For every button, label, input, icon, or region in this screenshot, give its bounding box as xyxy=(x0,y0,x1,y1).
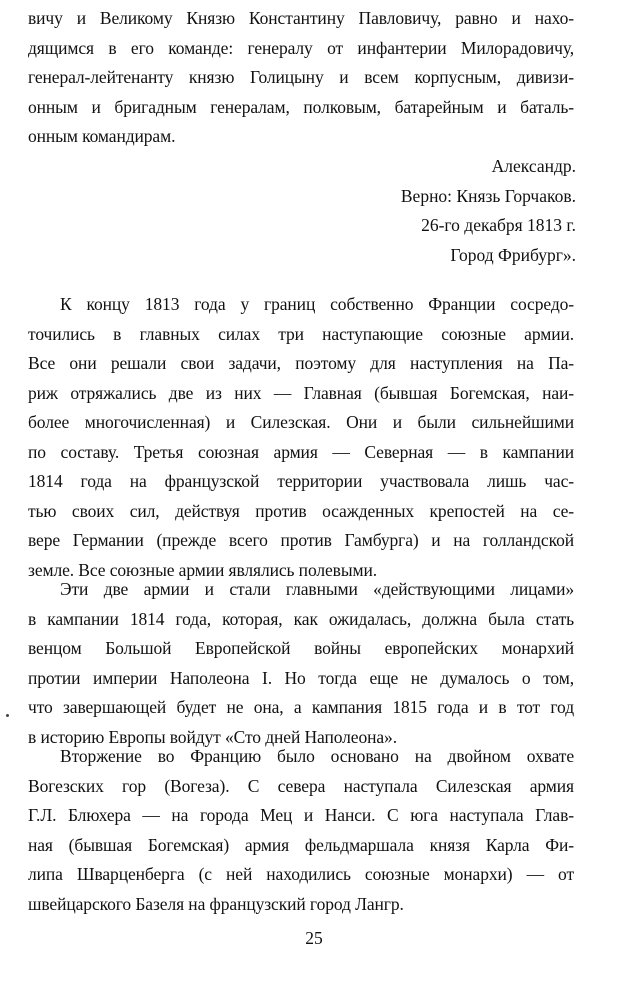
text-line: Г.Л. Блюхера — на города Мец и Нанси. С юга наступала Глав- xyxy=(28,805,574,825)
letter-ending xyxy=(28,4,574,152)
text-line: по составу. Третья союзная армия — Северная — в кампании xyxy=(28,441,574,462)
text-line: тью своих сил, действуя против осажденных крепостей на се- xyxy=(28,500,574,521)
text-line: точились в главных силах три наступающие союзные армии. xyxy=(28,323,574,344)
text-line: швейцарского Базеля на французский город Лангр. xyxy=(28,893,404,914)
text-line: в кампании 1814 года, которая, как ожидалась, должна была стать xyxy=(28,608,574,629)
text-line: Все они решали свои задачи, поэтому для наступления на Па- xyxy=(28,353,574,373)
text-line: вере Германии (прежде всего против Гамбурга) и на голландской xyxy=(28,530,574,550)
signature-line: 26-го декабря 1813 г. xyxy=(421,215,576,235)
margin-speck xyxy=(6,714,9,717)
signature-line: Город Фрибург». xyxy=(450,244,576,265)
paragraph-1 xyxy=(28,290,574,585)
text-line: К концу 1813 года у границ собственно Франции сосредо- xyxy=(60,294,574,314)
paragraph-2 xyxy=(28,575,574,752)
text-line: 1814 года на французской территории участвовала лишь час- xyxy=(28,471,574,491)
text-line: онным командирам. xyxy=(28,126,176,146)
text-line: в историю Европы войдут «Сто дней Наполеона». xyxy=(28,726,397,747)
text-line: Эти две армии и стали главными «действующими лицами» xyxy=(60,579,574,599)
text-line: Вогезских гор (Вогеза). С севера наступала Силезская армия xyxy=(28,775,574,796)
text-line: ная (бывшая Богемская) армия фельдмаршала князя Карла Фи- xyxy=(28,834,574,855)
text-line: протии империи Наполеона I. Но тогда еще не думалось о том, xyxy=(28,667,574,688)
text-line: липа Шварценберга (с ней находились союзные монархи) — от xyxy=(28,864,574,884)
paragraph-3 xyxy=(28,742,574,919)
signature-line: Верно: Князь Горчаков. xyxy=(400,185,576,206)
signature-block xyxy=(0,152,576,270)
text-line: риж отряжались две из них — Главная (бывшая Богемская, наи- xyxy=(28,382,574,403)
text-line: Вторжение во Францию было основано на двойном охвате xyxy=(60,746,574,766)
text-line: вичу и Великому Князю Константину Павловичу, равно и нахо- xyxy=(28,8,574,28)
text-line: что завершающей будет не она, а кампания 1815 года и в тот год xyxy=(28,697,574,717)
text-line: земле. Все союзные армии являлись полевыми. xyxy=(28,559,378,580)
text-line: дящимся в его команде: генералу от инфантерии Милорадовичу, xyxy=(28,37,574,58)
signature-line: Александр. xyxy=(491,156,576,176)
text-line: более многочисленная) и Силезская. Они и были сильнейшими xyxy=(28,412,574,432)
text-line: онным и бригадным генералам, полковым, батарейным и баталь- xyxy=(28,96,574,117)
text-line: генерал-лейтенанту князю Голицыну и всем корпусным, дивизи- xyxy=(28,67,574,87)
text-line: венцом Большой Европейской войны европейских монархий xyxy=(28,638,574,658)
page-number: 25 xyxy=(305,928,323,948)
